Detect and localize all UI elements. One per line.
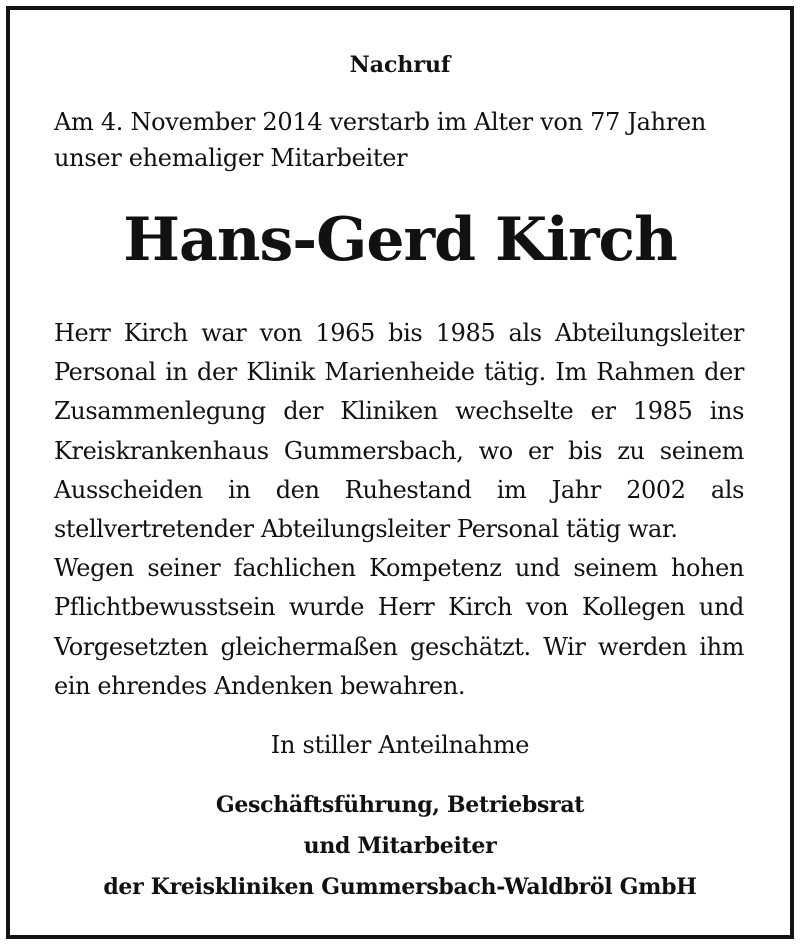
intro-text: [54, 104, 744, 176]
closing-phrase: In stiller Anteilnahme: [270, 731, 530, 759]
intro-paragraph: Am 4. November 2014 verstarb im Alter von 77 Jahren unser ehemaliger Mitarbeiter: [54, 108, 707, 172]
deceased-name: Hans-Gerd Kirch: [123, 205, 677, 275]
obituary-body: [54, 314, 744, 706]
signature-line-3: der Kreiskliniken Gummersbach-Waldbröl GmbH: [103, 874, 697, 900]
body-paragraph-career: Herr Kirch war von 1965 bis 1985 als Abteilungsleiter Personal in der Klinik Marienheide tätig. Im Rahmen der Zusammenlegung der Kliniken wechselte er 1985 ins Kreiskrankenhaus Gummersbach, wo er bis zu seinem Ausscheiden in den Ruhestand im Jahr 2002 als stellvertretender Abteilungsleiter Personal tätig war.: [54, 319, 744, 544]
signature-block: [0, 785, 800, 908]
notice-heading: Nachruf: [349, 52, 451, 78]
signature-line-1: Geschäftsführung, Betriebsrat: [215, 792, 585, 818]
body-paragraph-tribute: Wegen seiner fachlichen Kompetenz und seinem hohen Pflichtbewusstsein wurde Herr Kirch von Kollegen und Vorgesetzten gleichermaßen geschätzt. Wir werden ihm ein ehrendes Andenken bewahren.: [54, 554, 744, 700]
signature-line-2: und Mitarbeiter: [303, 833, 497, 859]
